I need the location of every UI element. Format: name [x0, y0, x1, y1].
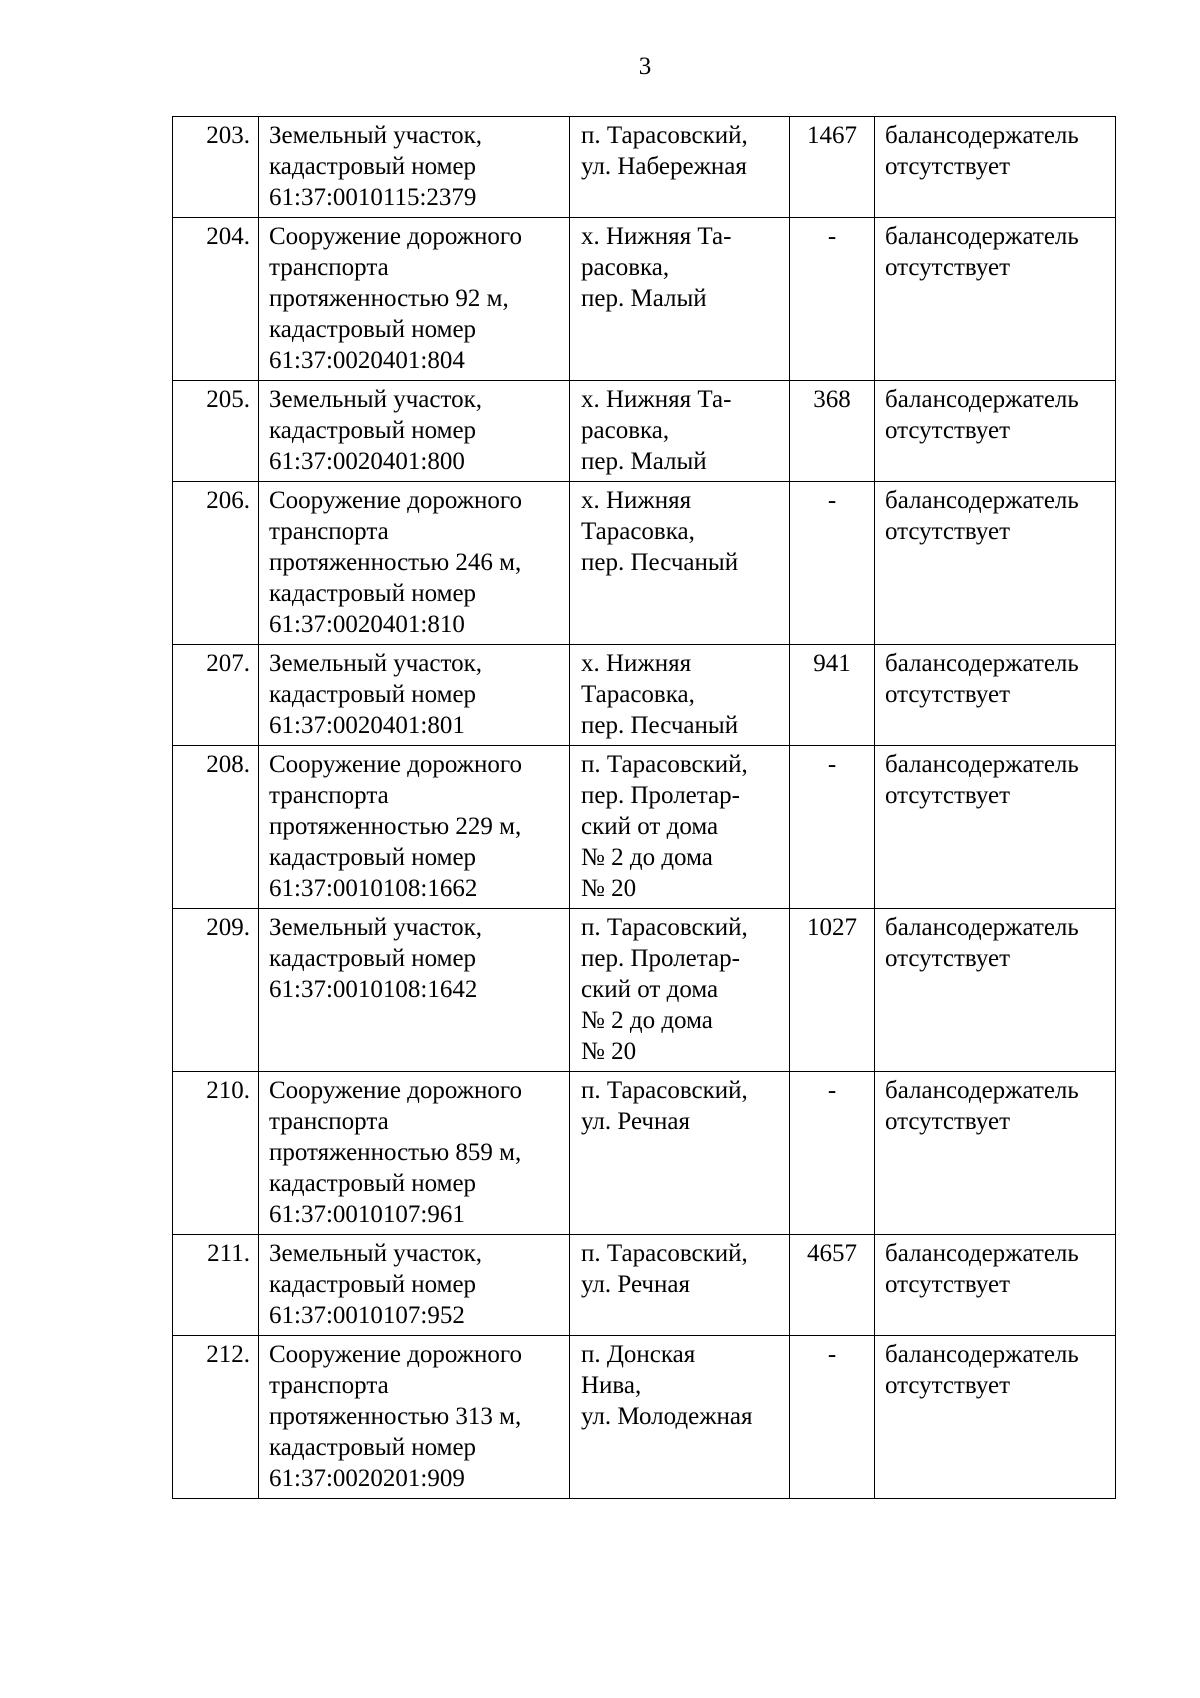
table-row	[173, 482, 1116, 645]
object-address-cell: п. Тарасовский, ул. Речная	[570, 1072, 790, 1235]
object-name-cell: Земельный участок, кадастровый номер 61:37:0010107:952	[259, 1235, 570, 1336]
object-name-cell: Земельный участок, кадастровый номер 61:37:0020401:800	[259, 381, 570, 482]
row-number-cell: 206.	[173, 482, 259, 645]
object-area-cell: -	[790, 1336, 875, 1499]
balance-holder-cell: балансодержатель отсутствует	[875, 1336, 1116, 1499]
row-number-cell: 211.	[173, 1235, 259, 1336]
object-address-cell: п. Тарасовский, ул. Набережная	[570, 117, 790, 218]
object-area-cell: -	[790, 746, 875, 909]
row-number-cell: 208.	[173, 746, 259, 909]
object-address-cell: п. Тарасовский, ул. Речная	[570, 1235, 790, 1336]
table-row	[173, 746, 1116, 909]
object-name-cell: Земельный участок, кадастровый номер 61:37:0010108:1642	[259, 909, 570, 1072]
object-area-cell: 4657	[790, 1235, 875, 1336]
table-row	[173, 117, 1116, 218]
object-name-cell: Сооружение дорожного транспорта протяженностью 859 м, кадастровый номер 61:37:0010107:961	[259, 1072, 570, 1235]
table-row	[173, 909, 1116, 1072]
object-name-cell: Земельный участок, кадастровый номер 61:37:0010115:2379	[259, 117, 570, 218]
row-number-cell: 209.	[173, 909, 259, 1072]
balance-holder-cell: балансодержатель отсутствует	[875, 381, 1116, 482]
balance-holder-cell: балансодержатель отсутствует	[875, 909, 1116, 1072]
object-area-cell: -	[790, 1072, 875, 1235]
page-number: 3	[638, 53, 652, 80]
balance-holder-cell: балансодержатель отсутствует	[875, 1235, 1116, 1336]
object-name-cell: Земельный участок, кадастровый номер 61:37:0020401:801	[259, 645, 570, 746]
object-area-cell: 941	[790, 645, 875, 746]
object-address-cell: п. Тарасовский, пер. Пролетар- ский от дома № 2 до дома № 20	[570, 746, 790, 909]
object-area-cell: 1027	[790, 909, 875, 1072]
property-registry-table	[172, 116, 1116, 1499]
balance-holder-cell: балансодержатель отсутствует	[875, 218, 1116, 381]
balance-holder-cell: балансодержатель отсутствует	[875, 746, 1116, 909]
balance-holder-cell: балансодержатель отсутствует	[875, 645, 1116, 746]
balance-holder-cell: балансодержатель отсутствует	[875, 482, 1116, 645]
table-row	[173, 1235, 1116, 1336]
object-address-cell: х. Нижняя Та- расовка, пер. Малый	[570, 218, 790, 381]
object-name-cell: Сооружение дорожного транспорта протяженностью 246 м, кадастровый номер 61:37:0020401:810	[259, 482, 570, 645]
row-number-cell: 212.	[173, 1336, 259, 1499]
table-row	[173, 218, 1116, 381]
object-address-cell: х. Нижняя Тарасовка, пер. Песчаный	[570, 645, 790, 746]
object-area-cell: -	[790, 218, 875, 381]
table-row	[173, 1072, 1116, 1235]
row-number-cell: 207.	[173, 645, 259, 746]
table-row	[173, 1336, 1116, 1499]
object-address-cell: х. Нижняя Тарасовка, пер. Песчаный	[570, 482, 790, 645]
object-address-cell: п. Донская Нива, ул. Молодежная	[570, 1336, 790, 1499]
registry-body	[173, 117, 1116, 1499]
object-area-cell: 368	[790, 381, 875, 482]
table-row	[173, 645, 1116, 746]
row-number-cell: 205.	[173, 381, 259, 482]
row-number-cell: 204.	[173, 218, 259, 381]
object-name-cell: Сооружение дорожного транспорта протяженностью 92 м, кадастровый номер 61:37:0020401:804	[259, 218, 570, 381]
object-address-cell: п. Тарасовский, пер. Пролетар- ский от дома № 2 до дома № 20	[570, 909, 790, 1072]
table-row	[173, 381, 1116, 482]
row-number-cell: 210.	[173, 1072, 259, 1235]
object-area-cell: -	[790, 482, 875, 645]
object-area-cell: 1467	[790, 117, 875, 218]
balance-holder-cell: балансодержатель отсутствует	[875, 1072, 1116, 1235]
object-name-cell: Сооружение дорожного транспорта протяженностью 229 м, кадастровый номер 61:37:0010108:1662	[259, 746, 570, 909]
object-name-cell: Сооружение дорожного транспорта протяженностью 313 м, кадастровый номер 61:37:0020201:909	[259, 1336, 570, 1499]
balance-holder-cell: балансодержатель отсутствует	[875, 117, 1116, 218]
row-number-cell: 203.	[173, 117, 259, 218]
object-address-cell: х. Нижняя Та- расовка, пер. Малый	[570, 381, 790, 482]
